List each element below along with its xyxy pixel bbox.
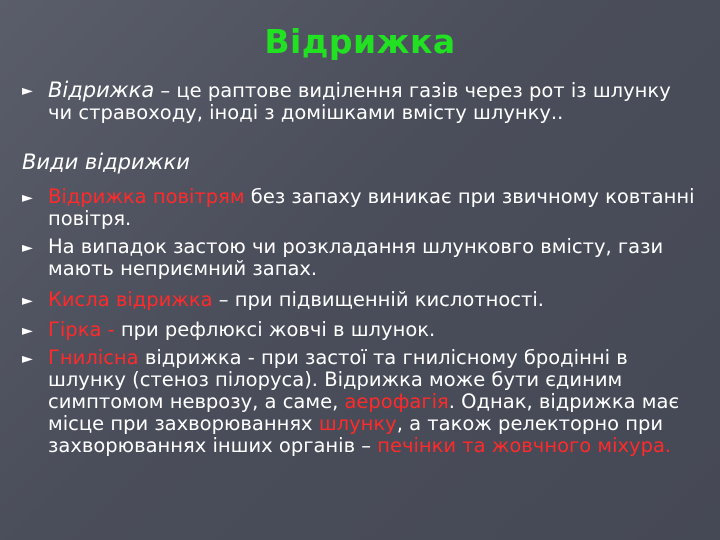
item-highlight: Гірка - [48,318,121,341]
item-highlight: шлунку [318,412,397,435]
item-text: На випадок застою чи розкладання шлунковго вмісту, гази мають неприємний запах. [48,235,664,280]
item-highlight: Відрижка повітрям [48,185,245,208]
bullet-icon: ► [22,351,33,367]
list-item [48,319,698,341]
section-heading: Види відрижки [22,150,190,174]
intro-text: – це раптове виділення газів через рот із шлунку чи стравоходу, іноді з домішками вмісту шлунку.. [48,79,671,124]
item-text: – при підвищенній кислотності. [212,288,545,311]
item-text: без запаху виникає при звичному ковтанні повітря. [48,185,695,230]
list-item [48,347,698,457]
bullet-icon: ► [22,240,33,256]
item-text: . Однак, відрижка має місце при захворюваннях [48,390,680,435]
item-text: при рефлюксі жовчі в шлунок. [120,318,436,341]
list-item [48,289,698,311]
bullet-icon: ► [22,293,33,309]
item-highlight: Кисла відрижка [48,288,213,311]
intro-term: Відрижка [48,78,155,102]
item-highlight: Гнилісна [48,346,139,369]
item-text: , а також релекторно при захворюваннях інших органів – [48,412,664,457]
slide-title: Відрижка [264,22,456,61]
item-highlight: аерофагія [344,390,449,413]
list-item [48,236,698,280]
item-highlight: печінки та жовчного міхура. [377,434,672,457]
item-text: відрижка - при застої та гнилісному бродінні в шлунку (стеноз пілоруса). Відрижка може бути єдиним симптомом неврозу, а саме, [48,346,628,413]
bullet-icon: ► [22,323,33,339]
bullet-icon: ► [22,83,33,99]
bullet-icon: ► [22,190,33,206]
list-item [48,186,698,230]
intro-paragraph [48,79,688,124]
